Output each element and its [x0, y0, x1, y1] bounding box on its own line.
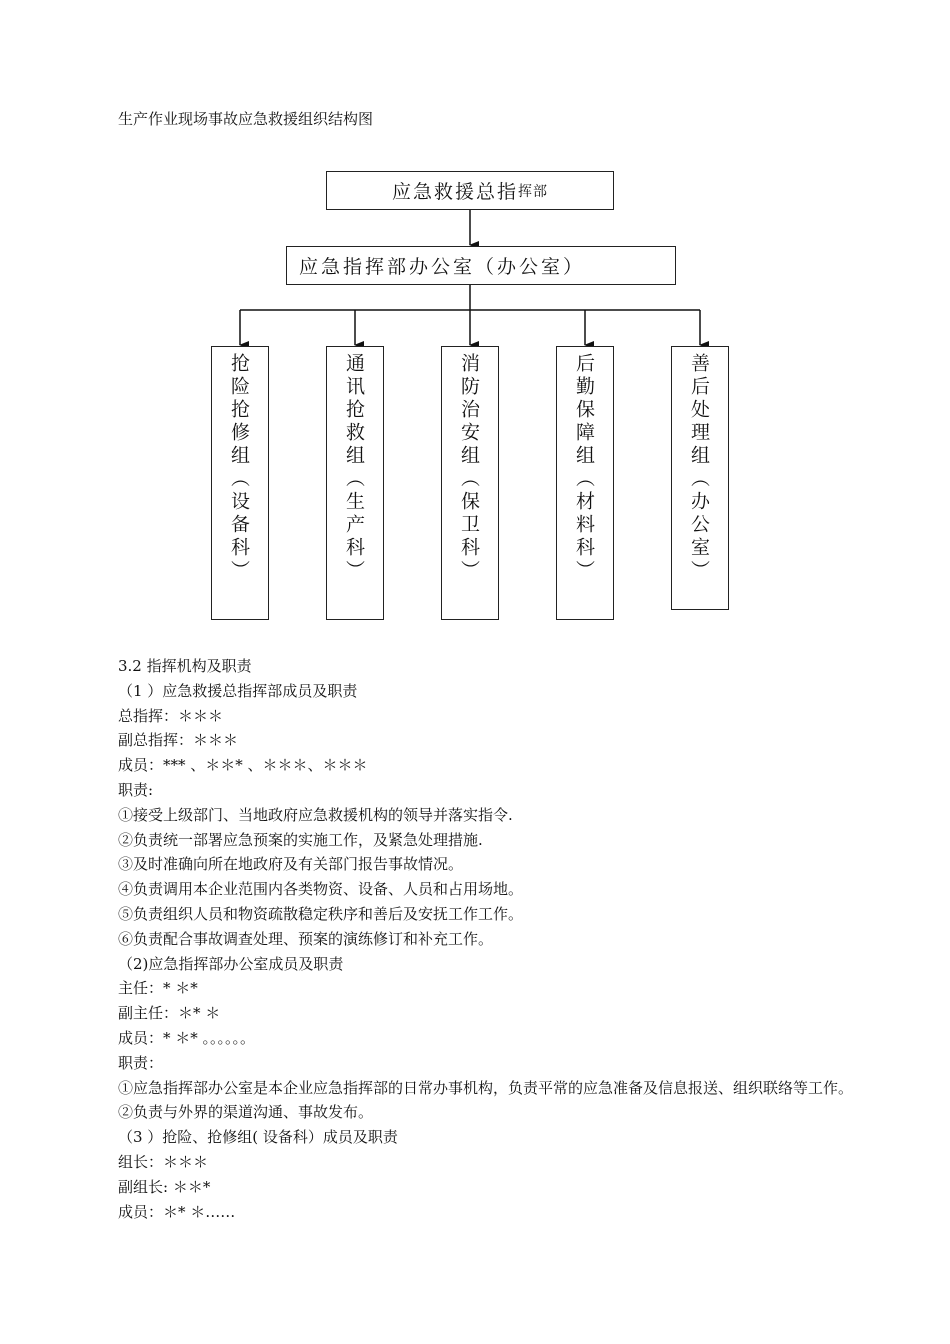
text-line: 副总指挥：＊＊＊ [118, 731, 239, 750]
text-line: 副主任：＊* ＊ [118, 1004, 221, 1023]
text-line: 成员：* ＊* 。。。。。。 [118, 1028, 256, 1047]
page-title: 生产作业现场事故应急救援组织结构图 [118, 110, 374, 128]
subsection-heading: （3 ）抢险、抢修组( 设备科）成员及职责 [118, 1128, 398, 1147]
text-line: 总指挥：＊＊＊ [118, 706, 224, 725]
headquarters-label: 应急救援总指 [391, 181, 518, 203]
text-line: 职责: [118, 780, 154, 799]
text-line: 成员：*** 、＊＊* 、＊＊＊、＊＊＊ [118, 756, 368, 775]
duty-item: ⑥负责配合事故调查处理、预案的演练修订和补充工作。 [118, 929, 494, 948]
subsection-heading: （1 ）应急救援总指挥部成员及职责 [118, 681, 358, 700]
group-box-logistics: 后勤保障组（材料科） [556, 346, 614, 620]
group-box-rescue-repair: 抢险抢修组（设备科） [211, 346, 269, 620]
group-box-aftermath: 善后处理组（办公室） [671, 346, 729, 610]
duty-item: ①应急指挥部办公室是本企业应急指挥部的日常办事机构，负责平常的应急准备及信息报送、组织联络等工作。 [118, 1078, 854, 1097]
duty-item: ②负责统一部署应急预案的实施工作，及紧急处理措施. [118, 830, 483, 849]
body-text [118, 654, 863, 1224]
headquarters-label-suffix: 挥部 [518, 183, 548, 200]
text-line: 组长：＊＊＊ [118, 1152, 209, 1171]
duty-item: ⑤负责组织人员和物资疏散稳定秩序和善后及安抚工作工作。 [118, 904, 524, 923]
text-line: 成员：＊* ＊…… [118, 1202, 236, 1221]
duty-item: ③及时准确向所在地政府及有关部门报告事故情况。 [118, 855, 464, 874]
duty-item: ①接受上级部门、当地政府应急救援机构的领导并落实指令. [118, 805, 513, 824]
office-box [286, 246, 676, 285]
group-box-fire-security: 消防治安组（保卫科） [441, 346, 499, 620]
headquarters-box [326, 171, 614, 210]
text-line: 主任：* ＊* [118, 979, 198, 998]
duty-item: ④负责调用本企业范围内各类物资、设备、人员和占用场地。 [118, 880, 524, 899]
text-line: 职责： [118, 1053, 164, 1072]
subsection-heading: （2)应急指挥部办公室成员及职责 [118, 954, 344, 973]
duty-item: ②负责与外界的渠道沟通、事故发布。 [118, 1103, 374, 1122]
group-box-communication: 通讯抢救组（生产科） [326, 346, 384, 620]
section-heading: 3.2 指挥机构及职责 [118, 657, 252, 675]
office-label: 应急指挥部办公室（办公室） [299, 256, 586, 278]
text-line: 副组长: ＊＊* [118, 1177, 211, 1196]
